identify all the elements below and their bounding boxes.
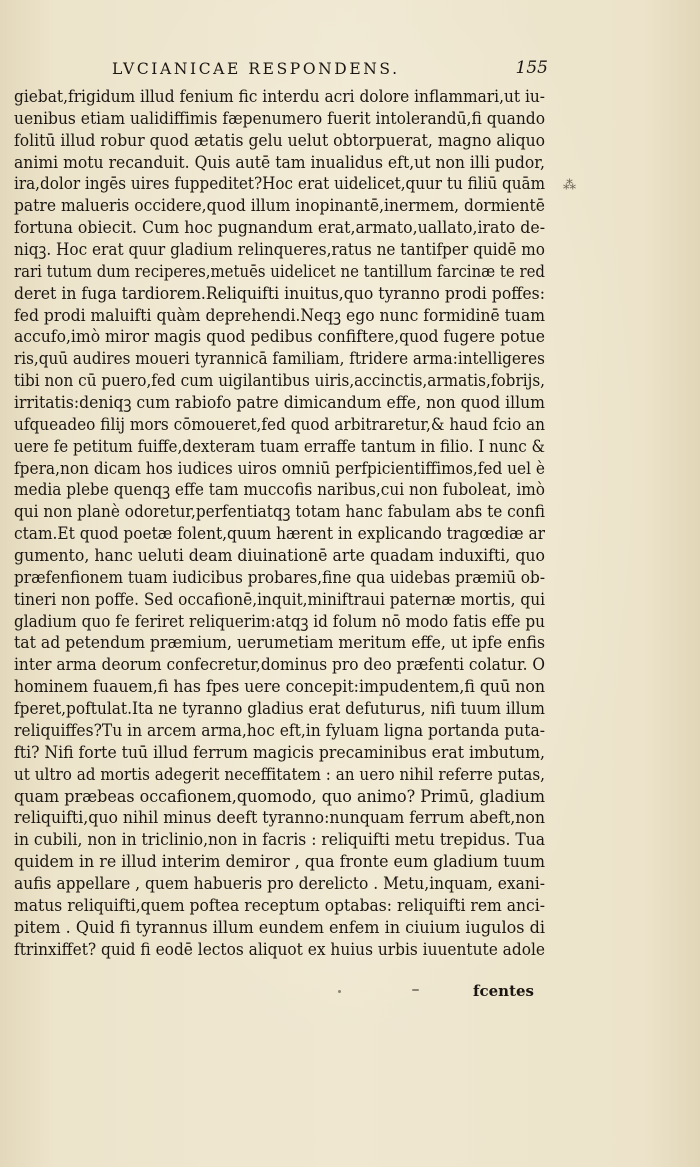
- text-line: fperet,poftulat.Ita ne tyranno gladius erat defuturus, nifi tuum illum: [14, 699, 545, 719]
- ink-speck: [338, 990, 341, 993]
- text-line: gladium quo fe feriret reliquerim:atqꝫ id folum nō modo fatis effe pu: [14, 611, 545, 631]
- text-line: giebat,frigidum illud fenium fic interdu acri dolore inflammari,ut iu-: [14, 87, 545, 106]
- text-line: in cubili, non in triclinio,non in facris : reliquifti metu trepidus. Tua: [14, 830, 545, 850]
- text-line: deret in fuga tardiorem.Reliquifti inuitus,quo tyranno prodi poffes:: [14, 283, 545, 303]
- text-line: media plebe quenqꝫ effe tam muccofis naribus,cui non fuboleat, imò: [14, 480, 545, 500]
- text-line: irritatis:deniqꝫ cum rabiofo patre dimicandum effe, non quod illum: [14, 393, 545, 413]
- text-line: qui non planè odoretur,perfentiatqꝫ totam hanc fabulam abs te confi: [14, 502, 545, 522]
- text-line: præfenfionem tuam iudicibus probares,fine qua uidebas præmiū ob-: [14, 567, 545, 587]
- text-line: quam præbeas occafionem,quomodo, quo animo? Primū, gladium: [14, 786, 545, 806]
- text-line: pitem . Quid fi tyrannus illum eundem enfem in ciuium iugulos di: [14, 917, 545, 937]
- text-line: fpera,non dicam hos iudices uiros omniū perfpicientiffimos,fed uel è: [14, 458, 545, 478]
- text-line: tibi non cū puero,fed cum uigilantibus uiris,accinctis,armatis,fobrijs,: [14, 371, 545, 391]
- marginal-mark: ⁂: [563, 178, 576, 193]
- text-line: niqꝫ. Hoc erat quur gladium relinqueres,ratus ne tantifper quidē mo: [14, 240, 545, 260]
- text-line: fortuna obiecit. Cum hoc pugnandum erat,armato,uallato,irato de-: [14, 218, 545, 238]
- text-line: uere fe petitum fuiffe,dexteram tuam erraffe tantum in filio. I nunc &: [14, 436, 545, 456]
- text-line: aufis appellare , quem habueris pro derelicto . Metu,inquam, exani-: [14, 873, 545, 893]
- ink-speck: [412, 989, 419, 991]
- folio-number: 155: [515, 58, 548, 78]
- text-line: inter arma deorum confecretur,dominus pro deo præfenti colatur. O: [14, 655, 545, 675]
- text-line: quidem in re illud interim demiror , qua fronte eum gladium tuum: [14, 852, 545, 872]
- page-header: [112, 58, 548, 82]
- text-line: fed prodi maluifti quàm deprehendi.Neqꝫ ego nunc formidinē tuam: [14, 305, 545, 325]
- text-line: rari tutum dum reciperes,metuēs uidelicet ne tantillum farcinæ te red: [14, 261, 545, 281]
- text-line: ira,dolor ingēs uires fuppeditet?Hoc erat uidelicet,quur tu filiū quām: [14, 174, 545, 194]
- main-text-block: [14, 86, 545, 960]
- catchword: fcentes: [473, 982, 534, 1000]
- text-line: tat ad petendum præmium, uerumetiam meritum effe, ut ipfe enfis: [14, 633, 545, 653]
- text-line: folitū illud robur quod ætatis gelu uelut obtorpuerat, magno aliquo: [14, 130, 545, 150]
- text-line: patre malueris occidere,quod illum inopinantē,inermem, dormientē: [14, 196, 545, 216]
- text-line: ris,quū audires moueri tyrannicā familiam, ftridere arma:intelligeres: [14, 349, 545, 369]
- text-line: ftrinxiffet? quid fi eodē lectos aliquot ex huius urbis iuuentute adole: [14, 939, 545, 959]
- text-line: matus reliquifti,quem poftea receptum optabas: reliquifti rem anci-: [14, 895, 545, 915]
- text-line: hominem fuauem,fi has fpes uere concepit:impudentem,fi quū non: [14, 677, 545, 697]
- text-line: gumento, hanc ueluti deam diuinationē arte quadam induxifti, quo: [14, 546, 545, 566]
- text-line: ctam.Et quod poetæ folent,quum hærent in explicando tragœdiæ ar: [14, 524, 545, 544]
- text-line: uenibus etiam ualidiffimis fæpenumero fuerit intolerandū,fi quando: [14, 108, 545, 128]
- running-head: LVCIANICAE RESPONDENS.: [112, 60, 400, 78]
- text-line: reliquiffes?Tu in arcem arma,hoc eft,in fyluam ligna portanda puta-: [14, 720, 545, 740]
- text-line: reliquifti,quo nihil minus deeft tyranno:nunquam ferrum abeft,non: [14, 808, 545, 828]
- text-line: tineri non poffe. Sed occafionē,inquit,miniftraui paternæ mortis, qui: [14, 589, 545, 609]
- text-line: accufo,imò miror magis quod pedibus confiftere,quod fugere potue: [14, 327, 545, 347]
- text-line: ufqueadeo filij mors cōmoueret,fed quod arbitraretur,& haud fcio an: [14, 414, 545, 434]
- text-line: animi motu recanduit. Quis autē tam inualidus eft,ut non illi pudor,: [14, 152, 545, 172]
- text-line: ut ultro ad mortis adegerit neceffitatem : an uero nihil referre putas,: [14, 764, 545, 784]
- text-line: fti? Nifi forte tuū illud ferrum magicis precaminibus erat imbutum,: [14, 742, 545, 762]
